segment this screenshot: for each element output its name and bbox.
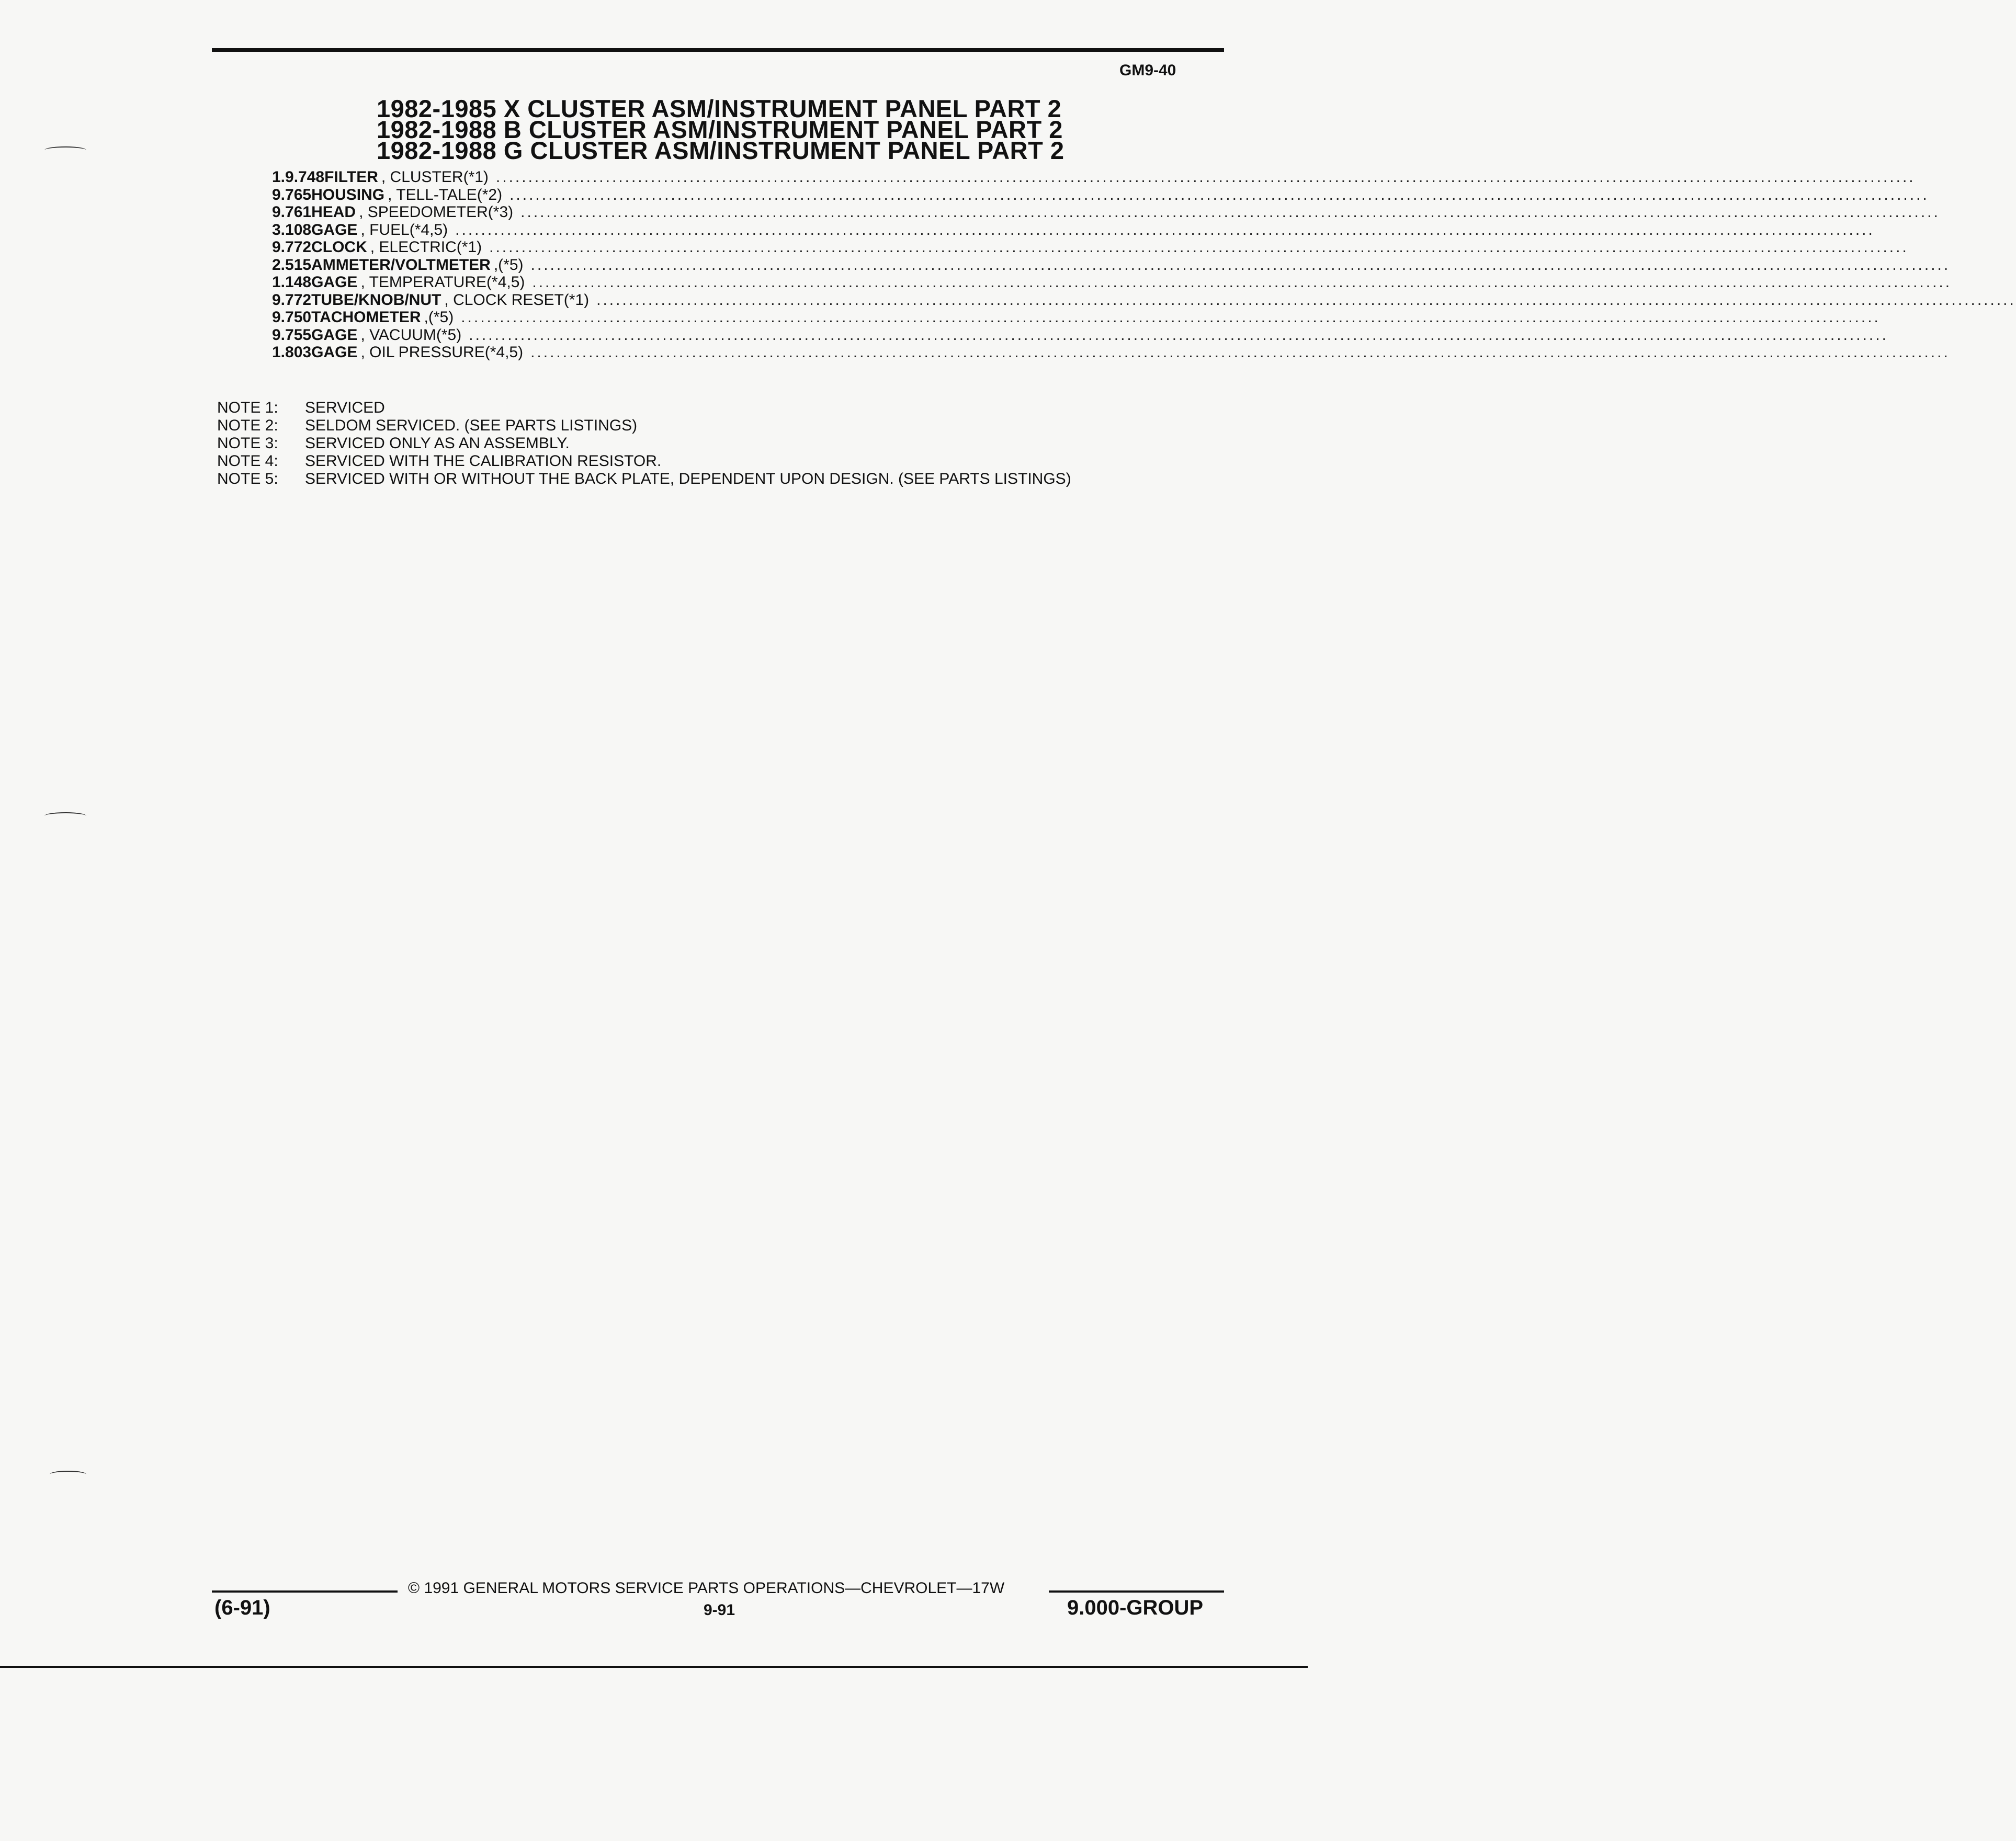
part-number: 9.761 — [272, 203, 312, 221]
note-row — [217, 399, 1071, 417]
part-description: , CLUSTER(*1) — [381, 168, 489, 186]
binder-hole-mark — [50, 1471, 86, 1478]
part-row — [272, 326, 1888, 344]
part-index: 1. — [272, 168, 286, 186]
part-number: 9.750 — [272, 309, 312, 326]
note-row — [217, 452, 1071, 470]
part-number: 9.772 — [272, 291, 312, 309]
note-text: SERVICED — [305, 399, 385, 416]
part-name: AMMETER/VOLTMETER — [311, 256, 491, 274]
title-block — [377, 95, 1064, 164]
note-text: SELDOM SERVICED. (SEE PARTS LISTINGS) — [305, 417, 638, 434]
footer-group: 9.000-GROUP — [1067, 1596, 1204, 1619]
note-row — [217, 470, 1071, 488]
part-number: 9.772 — [272, 238, 312, 256]
dot-leader: ............................................................................................................................................................................................................................ — [455, 221, 1875, 238]
part-row — [272, 203, 1940, 221]
part-row — [272, 221, 1875, 239]
part-description: , SPEEDOMETER(*3) — [359, 203, 514, 221]
note-label: NOTE 5: — [217, 470, 278, 487]
page-code: GM9-40 — [1119, 62, 1176, 79]
part-number: 3.108 — [272, 221, 312, 238]
part-number: 9.765 — [272, 186, 312, 203]
part-description: ,(*5) — [493, 256, 524, 274]
note-label: NOTE 1: — [217, 399, 278, 416]
binder-hole-mark — [44, 146, 86, 154]
note-text: SERVICED WITH THE CALIBRATION RESISTOR. — [305, 452, 662, 470]
part-name: FILTER — [324, 168, 378, 186]
part-name: GAGE — [311, 274, 358, 291]
footer-rule-left — [212, 1590, 398, 1593]
note-label: NOTE 3: — [217, 435, 278, 452]
part-description: , OIL PRESSURE(*4,5) — [360, 344, 524, 361]
dot-leader: ............................................................................................................................................................................................................................ — [596, 291, 2016, 309]
dot-leader: ............................................................................................................................................................................................................................ — [469, 326, 1888, 344]
part-number: 9.748 — [285, 168, 325, 186]
part-row — [272, 309, 1881, 326]
note-text: SERVICED ONLY AS AN ASSEMBLY. — [305, 435, 570, 452]
part-number: 1.803 — [272, 344, 312, 361]
note-label: NOTE 4: — [217, 452, 278, 470]
binder-hole-mark — [44, 812, 86, 820]
dot-leader: ............................................................................................................................................................................................................................ — [532, 274, 1952, 291]
part-name: GAGE — [311, 344, 358, 361]
part-description: , FUEL(*4,5) — [360, 221, 448, 238]
part-name: TUBE/KNOB/NUT — [311, 291, 441, 309]
footer-rule-right — [1049, 1590, 1224, 1593]
part-row — [272, 256, 1951, 274]
title-line: 1982-1988 B CLUSTER ASM/INSTRUMENT PANEL PART 2 — [377, 116, 1063, 143]
part-description: ,(*5) — [424, 309, 454, 326]
dot-leader: ............................................................................................................................................................................................................................ — [495, 168, 1916, 186]
part-row — [272, 168, 1916, 186]
note-text: SERVICED WITH OR WITHOUT THE BACK PLATE, DEPENDENT UPON DESIGN. (SEE PARTS LISTINGS) — [305, 470, 1071, 487]
dot-leader: ............................................................................................................................................................................................................................ — [509, 186, 1929, 203]
dot-leader: ............................................................................................................................................................................................................................ — [489, 238, 1909, 256]
note-row — [217, 435, 1071, 452]
dot-leader: ............................................................................................................................................................................................................................ — [530, 256, 1951, 274]
part-row — [272, 344, 1950, 361]
note-row — [217, 417, 1071, 435]
part-description: , CLOCK RESET(*1) — [444, 291, 590, 309]
part-name: HEAD — [311, 203, 356, 221]
part-description: , ELECTRIC(*1) — [370, 238, 482, 256]
note-label: NOTE 2: — [217, 417, 278, 434]
part-row — [272, 186, 1929, 204]
part-name: GAGE — [311, 326, 358, 344]
part-description: , TEMPERATURE(*4,5) — [360, 274, 525, 291]
footer-page-number: 9-91 — [704, 1601, 735, 1619]
copyright: © 1991 GENERAL MOTORS SERVICE PARTS OPERATIONS—CHEVROLET—17W — [408, 1579, 1005, 1597]
part-number: 2.515 — [272, 256, 312, 274]
dot-leader: ............................................................................................................................................................................................................................ — [530, 344, 1950, 361]
part-number: 1.148 — [272, 274, 312, 291]
part-name: CLOCK — [311, 238, 367, 256]
part-name: HOUSING — [311, 186, 385, 203]
bottom-rule — [0, 1666, 1308, 1668]
part-name: TACHOMETER — [311, 309, 421, 326]
parts-list — [272, 168, 2016, 361]
title-line: 1982-1985 X CLUSTER ASM/INSTRUMENT PANEL PART 2 — [377, 95, 1062, 122]
notes-list — [217, 399, 1071, 488]
part-description: , TELL-TALE(*2) — [388, 186, 503, 203]
footer-date: (6-91) — [214, 1596, 270, 1619]
part-row — [272, 291, 2016, 309]
part-row — [272, 238, 1909, 256]
part-row — [272, 274, 1952, 291]
dot-leader: ............................................................................................................................................................................................................................ — [520, 203, 1940, 221]
title-line: 1982-1988 G CLUSTER ASM/INSTRUMENT PANEL PART 2 — [377, 137, 1064, 164]
top-rule — [212, 48, 1224, 52]
part-name: GAGE — [311, 221, 358, 238]
part-description: , VACUUM(*5) — [360, 326, 462, 344]
part-number: 9.755 — [272, 326, 312, 344]
dot-leader: ............................................................................................................................................................................................................................ — [461, 309, 1881, 326]
